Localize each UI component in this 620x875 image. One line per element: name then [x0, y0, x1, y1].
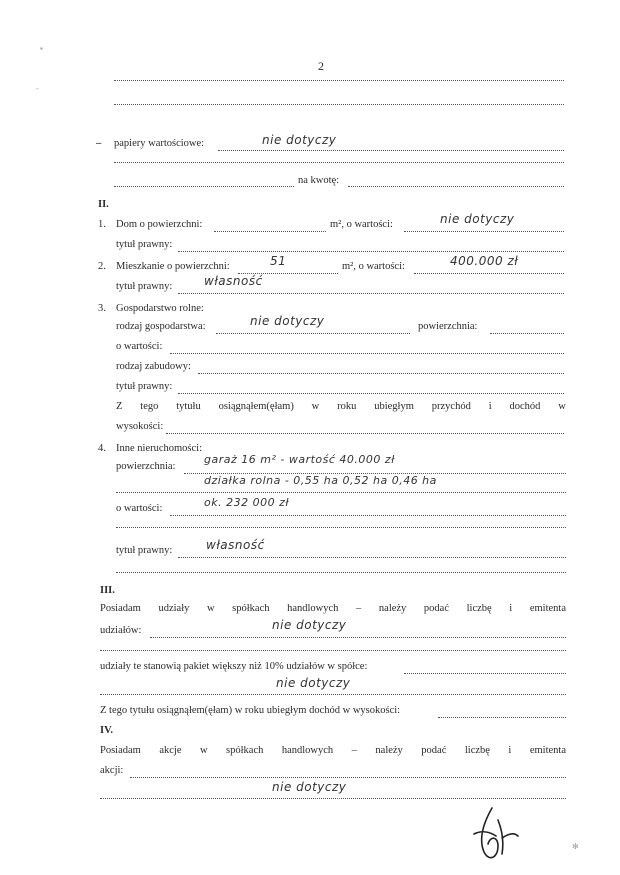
- word: liczbę: [464, 745, 490, 756]
- pakiet-field: [404, 673, 566, 674]
- papiery-label: papiery wartościowe:: [114, 138, 205, 149]
- word: w: [206, 603, 215, 614]
- mieszkanie-tytul-label: tytuł prawny:: [116, 281, 173, 292]
- mieszkanie-value-field: [414, 273, 564, 274]
- word: osiągnąłem(ęłam): [218, 401, 294, 412]
- margin-mark: ✻: [572, 842, 579, 851]
- dotted-line: [114, 162, 564, 163]
- word: dochód: [509, 401, 541, 412]
- dotted-line: [114, 104, 564, 105]
- wysokosc-label: wysokości:: [116, 421, 164, 432]
- wartosc-label: o wartości:: [116, 341, 163, 352]
- pakiet-field-2: [100, 694, 566, 695]
- section-II-heading: II.: [98, 199, 109, 210]
- inne-wartosc-label: o wartości:: [116, 503, 163, 514]
- word: podać: [421, 745, 447, 756]
- word: spółkach: [226, 745, 264, 756]
- word: i: [508, 745, 512, 756]
- section-IV-heading: IV.: [100, 725, 113, 736]
- dom-tytul-label: tytuł prawny:: [116, 239, 173, 250]
- mieszkanie-area: 51: [270, 254, 287, 268]
- dotted-line: [114, 80, 564, 81]
- gosp-tytul-label: tytuł prawny:: [116, 381, 173, 392]
- rodzaj-value: nie dotyczy: [250, 314, 325, 328]
- III-line1: [100, 604, 566, 615]
- inne-wartosc-field: [170, 515, 566, 516]
- udzialow-field: [150, 637, 566, 638]
- pakiet-label: udziały te stanowią pakiet większy niż 10% udziałów w spółce:: [100, 661, 368, 672]
- word: podać: [423, 603, 449, 614]
- inne-powierzchnia-line2: działka rolna - 0,55 ha 0,52 ha 0,46 ha: [204, 474, 437, 487]
- III-dochod-label: Z tego tytułu osiągnąłem(ęłam) w roku ubiegłym dochód w wysokości:: [100, 705, 401, 716]
- word: należy: [378, 603, 407, 614]
- dom-unit: m², o wartości:: [330, 219, 393, 230]
- gosp-tytul-field: [178, 393, 564, 394]
- word: –: [356, 603, 362, 614]
- dotted-line: [114, 186, 294, 187]
- word: handlowych: [287, 603, 339, 614]
- dom-tytul-field: [178, 251, 564, 252]
- mieszkanie-unit: m², o wartości:: [342, 261, 405, 272]
- mieszkanie-label: Mieszkanie o powierzchni:: [116, 261, 230, 272]
- word: –: [351, 745, 357, 756]
- dom-label: Dom o powierzchni:: [116, 219, 203, 230]
- gospodarstwo-label: Gospodarstwo rolne:: [116, 303, 204, 314]
- IV-line1: [100, 746, 566, 757]
- akcji-value: nie dotyczy: [272, 780, 347, 794]
- word: roku: [337, 401, 357, 412]
- margin-mark: -: [36, 84, 39, 93]
- mieszkanie-tytul-field: [178, 293, 564, 294]
- dotted-line: [116, 572, 566, 573]
- word: Posiadam: [100, 745, 141, 756]
- word: handlowych: [281, 745, 334, 756]
- inne-num: 4.: [98, 443, 106, 454]
- word: liczbę: [466, 603, 492, 614]
- word: i: [509, 603, 513, 614]
- dom-area-field: [214, 231, 326, 232]
- word: emitenta: [529, 745, 566, 756]
- rodzaj-field: [216, 333, 410, 334]
- word: Posiadam: [100, 603, 141, 614]
- udzialow-label: udziałów:: [100, 625, 142, 636]
- inne-wartosc-value: ok. 232 000 zł: [204, 496, 290, 509]
- papiery-value: nie dotyczy: [262, 133, 337, 147]
- margin-mark: ▪: [40, 44, 43, 53]
- powierzchnia-field: [490, 333, 564, 334]
- papiery-field: [218, 150, 564, 151]
- III-dochod-field: [438, 717, 566, 718]
- wartosc-field: [170, 353, 564, 354]
- inne-tytul-label: tytuł prawny:: [116, 545, 173, 556]
- word: Z: [116, 401, 123, 412]
- dom-value: nie dotyczy: [440, 212, 515, 226]
- inne-tytul-field: [178, 557, 566, 558]
- mieszkanie-value: 400.000 zł: [450, 254, 519, 268]
- rodzaj-label: rodzaj gospodarstwa:: [116, 321, 206, 332]
- bullet-dash: –: [96, 138, 102, 149]
- wysokosc-field: [166, 433, 564, 434]
- zabudowy-label: rodzaj zabudowy:: [116, 361, 191, 372]
- powierzchnia-label: powierzchnia:: [418, 321, 478, 332]
- inne-powierzchnia-label: powierzchnia:: [116, 461, 176, 472]
- word: akcje: [159, 745, 182, 756]
- mieszkanie-tytul-value: własność: [204, 274, 263, 288]
- gosp-dochod-line: [116, 402, 566, 413]
- kwota-field: [348, 186, 564, 187]
- inne-powierzchnia-line1: garaż 16 m² - wartość 40.000 zł: [204, 453, 395, 466]
- kwota-label: na kwotę:: [298, 175, 340, 186]
- word: tego: [140, 401, 159, 412]
- word: ubiegłym: [374, 401, 414, 412]
- word: emitenta: [529, 603, 566, 614]
- page-number: 2: [318, 59, 324, 73]
- dom-value-field: [404, 231, 564, 232]
- word: w: [199, 745, 208, 756]
- dom-num: 1.: [98, 219, 106, 230]
- word: w: [558, 401, 566, 412]
- word: należy: [375, 745, 403, 756]
- word: udziały: [158, 603, 190, 614]
- zabudowy-field: [198, 373, 564, 374]
- word: w: [311, 401, 320, 412]
- word: tytułu: [176, 401, 201, 412]
- inne-tytul-value: własność: [206, 538, 265, 552]
- dotted-line: [100, 650, 566, 651]
- inne-label: Inne nieruchomości:: [116, 443, 203, 454]
- word: spółkach: [232, 603, 270, 614]
- dotted-line: [116, 527, 566, 528]
- gospodarstwo-num: 3.: [98, 303, 106, 314]
- section-III-heading: III.: [100, 585, 115, 596]
- akcji-field: [130, 777, 566, 778]
- signature: [462, 800, 526, 868]
- akcji-label: akcji:: [100, 765, 124, 776]
- inne-powierzchnia-field-2: [116, 492, 566, 493]
- akcji-field-2: [100, 798, 566, 799]
- mieszkanie-num: 2.: [98, 261, 106, 272]
- udzialow-value: nie dotyczy: [272, 618, 347, 632]
- word: i: [488, 401, 492, 412]
- pakiet-value: nie dotyczy: [276, 676, 351, 690]
- word: przychód: [431, 401, 471, 412]
